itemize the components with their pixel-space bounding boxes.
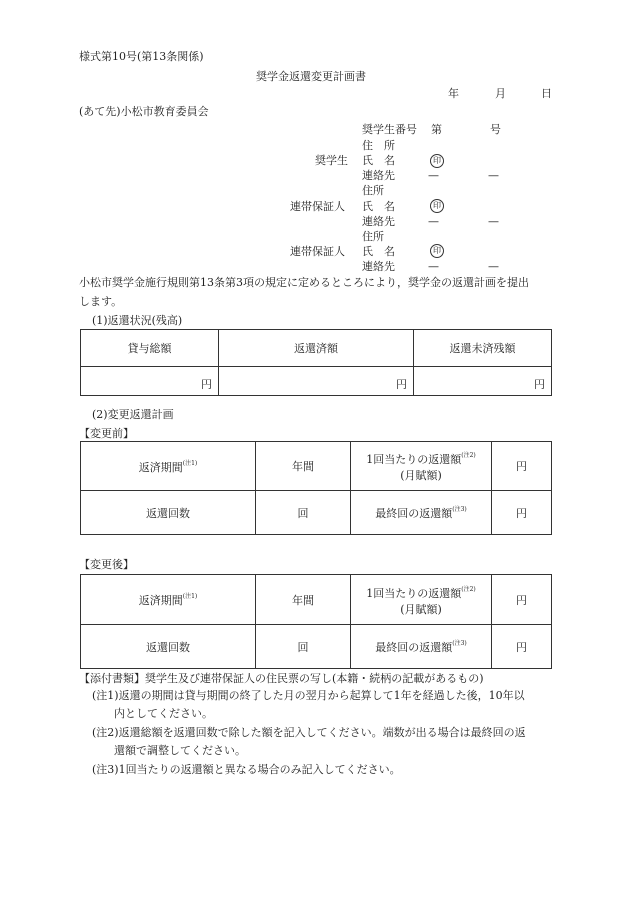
count-value-cell[interactable]: 回 — [256, 491, 351, 535]
before-label: 【変更前】 — [79, 427, 134, 440]
guarantor2-contact-dash-1: — — [428, 260, 439, 273]
count-label-cell: 返還回数 — [81, 491, 256, 535]
date-day: 日 — [541, 87, 552, 100]
table-row — [81, 367, 552, 396]
student-seal-icon: 印 — [430, 154, 444, 168]
student-contact-dash-1: — — [428, 169, 439, 182]
student-number-label: 奨学生番号 — [362, 123, 417, 136]
role-guarantor-1: 連帯保証人 — [290, 200, 345, 213]
repaid-cell[interactable]: 円 — [219, 367, 414, 396]
guarantor2-name-label: 氏 名 — [362, 245, 395, 258]
header-loan-total: 貸与総額 — [81, 330, 219, 367]
after-label: 【変更後】 — [79, 558, 134, 571]
guarantor2-contact-dash-2: — — [488, 260, 499, 273]
table-row — [81, 625, 552, 669]
final-label-cell: 最終回の返還額$^{(注3)}$ — [351, 491, 492, 535]
page-title: 奨学金返還変更計画書 — [256, 70, 366, 83]
note-1-line-2: 内としてください。 — [114, 707, 213, 720]
intro-line-2: します。 — [79, 295, 123, 308]
status-table — [80, 329, 552, 396]
student-contact-dash-2: — — [488, 169, 499, 182]
date-year: 年 — [448, 87, 459, 100]
attachments: 【添付書類】奨学生及び連帯保証人の住民票の写し(本籍・続柄の記載があるもの) — [79, 672, 484, 685]
student-address-label: 住 所 — [362, 139, 395, 152]
period-label-cell: 返済期間$^{(注1)}$ — [81, 575, 256, 625]
note-2 — [92, 724, 552, 760]
loan-total-cell[interactable]: 円 — [81, 367, 219, 396]
header-repaid: 返還済額 — [219, 330, 414, 367]
table-row — [81, 330, 552, 367]
guarantor2-contact-label: 連絡先 — [362, 260, 395, 273]
plan-after-table — [80, 574, 552, 669]
guarantor1-seal-icon: 印 — [430, 199, 444, 213]
date-month: 月 — [495, 87, 506, 100]
intro-line-1: 小松市奨学金施行規則第13条第3項の規定に定めるところにより，奨学金の返還計画を提出 — [79, 276, 529, 289]
table-row — [81, 491, 552, 535]
note-1 — [92, 687, 552, 723]
header-remaining: 返還未済残額 — [414, 330, 552, 367]
per-amount-value-cell[interactable]: 円 — [492, 575, 552, 625]
table-row — [81, 575, 552, 625]
guarantor2-seal-icon: 印 — [430, 244, 444, 258]
form-number: 様式第10号(第13条関係) — [79, 50, 204, 63]
final-value-cell[interactable]: 円 — [492, 491, 552, 535]
section1-title: (1)返還状況(残高) — [92, 314, 183, 327]
period-value-cell[interactable]: 年間 — [256, 442, 351, 491]
note-1-line-1: (注1)返還の期間は貸与期間の終了した月の翌月から起算して1年を経過した後，10年以 — [92, 689, 525, 702]
guarantor1-contact-dash-2: — — [488, 215, 499, 228]
guarantor1-name-label: 氏 名 — [362, 200, 395, 213]
guarantor1-address-label: 住所 — [362, 184, 384, 197]
period-value-cell[interactable]: 年間 — [256, 575, 351, 625]
student-number-go: 号 — [490, 123, 501, 136]
student-name-label: 氏 名 — [362, 154, 395, 167]
count-value-cell[interactable]: 回 — [256, 625, 351, 669]
guarantor1-contact-label: 連絡先 — [362, 215, 395, 228]
role-guarantor-2: 連帯保証人 — [290, 245, 345, 258]
period-label-cell: 返済期間$^{(注1)}$ — [81, 442, 256, 491]
final-value-cell[interactable]: 円 — [492, 625, 552, 669]
note-3: (注3)1回当たりの返還額と異なる場合のみ記入してください。 — [92, 763, 401, 776]
student-number-dai: 第 — [431, 123, 442, 136]
plan-before-table — [80, 441, 552, 535]
per-amount-label-cell: 1回当たりの返還額$^{(注2)}$ (月賦額) — [351, 575, 492, 625]
final-label-cell: 最終回の返還額$^{(注3)}$ — [351, 625, 492, 669]
per-amount-label-cell: 1回当たりの返還額$^{(注2)}$ (月賦額) — [351, 442, 492, 491]
student-contact-label: 連絡先 — [362, 169, 395, 182]
section2-title: (2)変更返還計画 — [92, 408, 174, 421]
table-row — [81, 442, 552, 491]
note-2-line-2: 還額で調整してください。 — [114, 744, 246, 757]
per-amount-value-cell[interactable]: 円 — [492, 442, 552, 491]
guarantor1-contact-dash-1: — — [428, 215, 439, 228]
guarantor2-address-label: 住所 — [362, 230, 384, 243]
count-label-cell: 返還回数 — [81, 625, 256, 669]
addressee: (あて先)小松市教育委員会 — [79, 105, 209, 118]
note-2-line-1: (注2)返還総額を返還回数で除した額を記入してください。端数が出る場合は最終回の返 — [92, 726, 526, 739]
role-student: 奨学生 — [315, 154, 348, 167]
remaining-cell[interactable]: 円 — [414, 367, 552, 396]
